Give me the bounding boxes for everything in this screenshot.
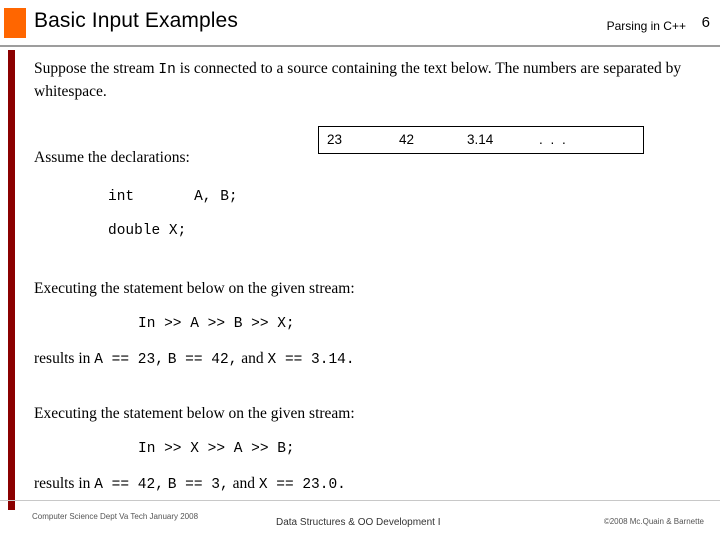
declaration-int [108, 185, 694, 208]
result-1-x: X == 3.14. [267, 352, 355, 369]
header-subject: Parsing in C++ [606, 19, 686, 33]
statement-1: In >> A >> B >> X; [138, 315, 295, 332]
intro-paragraph [34, 58, 694, 103]
page-title: Basic Input Examples [34, 9, 238, 32]
left-accent-bar [8, 50, 15, 510]
result-1-and: and [237, 350, 268, 368]
result-2-a: A == 42, [94, 477, 164, 494]
intro-stream-name: In [158, 62, 176, 78]
result-2-and: and [228, 475, 259, 493]
declaration-int-type: int [108, 188, 135, 205]
slide-content [34, 58, 694, 496]
footer-divider [0, 500, 720, 501]
stream-contents-box [318, 126, 644, 154]
footer-attribution: Computer Science Dept Va Tech January 2008 [32, 512, 199, 521]
header-divider [0, 45, 720, 47]
intro-text-part1: Suppose the stream [34, 60, 159, 77]
result-1-a: A == 23, [94, 352, 164, 369]
page-number: 6 [701, 14, 710, 31]
header-accent-square [4, 8, 26, 38]
result-2-prefix: results in [34, 475, 95, 493]
declaration-double: double X; [108, 223, 187, 240]
exec-label-2: Executing the statement below on the given stream: [34, 404, 355, 422]
statement-2: In >> X >> A >> B; [138, 440, 295, 457]
declaration-int-vars: A, B; [194, 188, 238, 205]
slide-footer [0, 500, 720, 540]
result-1-prefix: results in [34, 350, 95, 368]
result-2-x: X == 23.0. [258, 477, 346, 494]
intro-text-part2: is connected to a source containing the text below. The numbers are separated by whitespace. [34, 60, 682, 100]
result-2-b: B == 3, [167, 477, 229, 494]
footer-course: Data Structures & OO Development I [276, 517, 441, 528]
stream-value-2: 3.14 [467, 132, 494, 147]
exec-label-1: Executing the statement below on the given stream: [34, 279, 355, 297]
result-2 [34, 473, 694, 496]
stream-value-1: 42 [399, 132, 415, 147]
result-1-b: B == 42, [167, 352, 238, 369]
assume-declarations-label: Assume the declarations: [34, 148, 190, 166]
stream-value-0: 23 [327, 132, 343, 147]
result-1 [34, 348, 694, 371]
footer-copyright: ©2008 Mc.Quain & Barnette [603, 517, 704, 526]
stream-value-ellipsis: . . . [539, 132, 568, 147]
slide-header [0, 0, 720, 46]
